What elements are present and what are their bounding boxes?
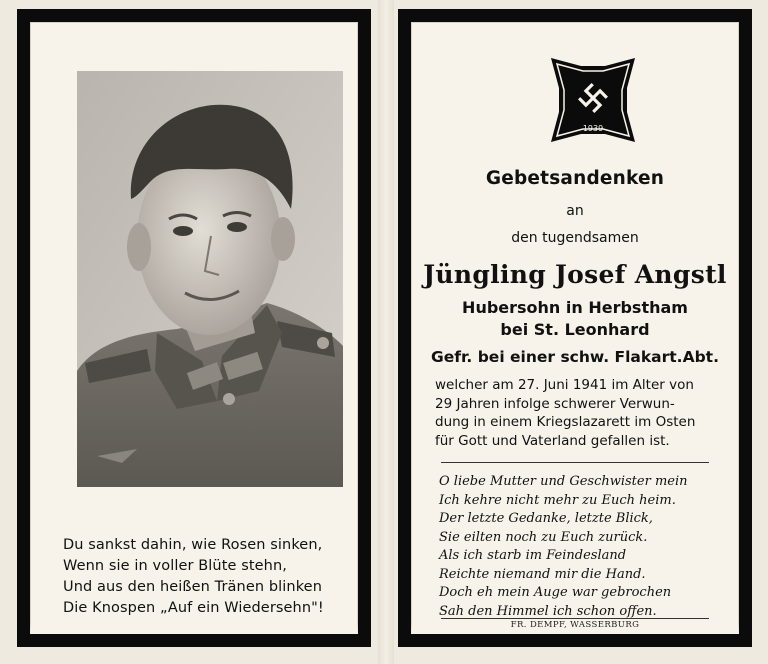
right-poem-line: O liebe Mutter und Geschwister mein (439, 474, 688, 489)
left-poem-line: Und aus den heißen Tränen blinken (63, 579, 322, 595)
biography-line: welcher am 27. Juni 1941 im Alter von (435, 377, 694, 393)
portrait-drawing (77, 71, 343, 487)
biography-line: 29 Jahren infolge schwerer Verwun- (435, 395, 675, 412)
biography (435, 376, 735, 450)
right-poem-line: Der letzte Gedanke, letzte Blick, (439, 511, 653, 526)
divider-bottom (441, 618, 709, 619)
left-poem-line: Wenn sie in voller Blüte stehn, (63, 558, 287, 574)
right-card (398, 9, 752, 647)
fold-crease (378, 0, 394, 664)
biography-line: für Gott und Vaterland gefallen ist. (435, 432, 670, 449)
divider-top (441, 462, 709, 463)
right-poem (439, 473, 729, 621)
subheading: den tugendsamen (511, 230, 639, 246)
iron-cross-icon (547, 54, 639, 146)
left-card (17, 9, 371, 647)
right-poem-line: Sah den Himmel ich schon offen. (439, 603, 657, 619)
origin-line: Hubersohn in Herbstham (462, 298, 688, 317)
left-poem-line: Die Knospen „Auf ein Wiedersehn"! (63, 600, 324, 616)
right-poem-line: Reichte niemand mir die Hand. (439, 566, 646, 582)
portrait-photo (77, 71, 343, 487)
right-poem-line: Sie eilten noch zu Euch zurück. (439, 529, 648, 545)
cross-year: 1939 (582, 124, 604, 133)
location-line: bei St. Leonhard (500, 320, 650, 339)
printer-credit: FR. DEMPF, WASSERBURG (510, 620, 640, 630)
preposition-an: an (566, 203, 584, 219)
left-poem-line: Du sankst dahin, wie Rosen sinken, (63, 537, 323, 553)
right-poem-line: Doch eh mein Auge war gebrochen (439, 585, 672, 600)
heading: Gebetsandenken (485, 168, 665, 189)
right-poem-line: Als ich starb im Feindesland (439, 548, 627, 563)
rank-line: Gefr. bei einer schw. Flakart.Abt. (431, 348, 719, 366)
biography-line: dung in einem Kriegslazarett im Osten (435, 414, 696, 430)
left-poem (63, 535, 353, 619)
deceased-name: Jüngling Josef Angstl (423, 260, 727, 289)
right-poem-line: Ich kehre nicht mehr zu Euch heim. (439, 492, 676, 508)
